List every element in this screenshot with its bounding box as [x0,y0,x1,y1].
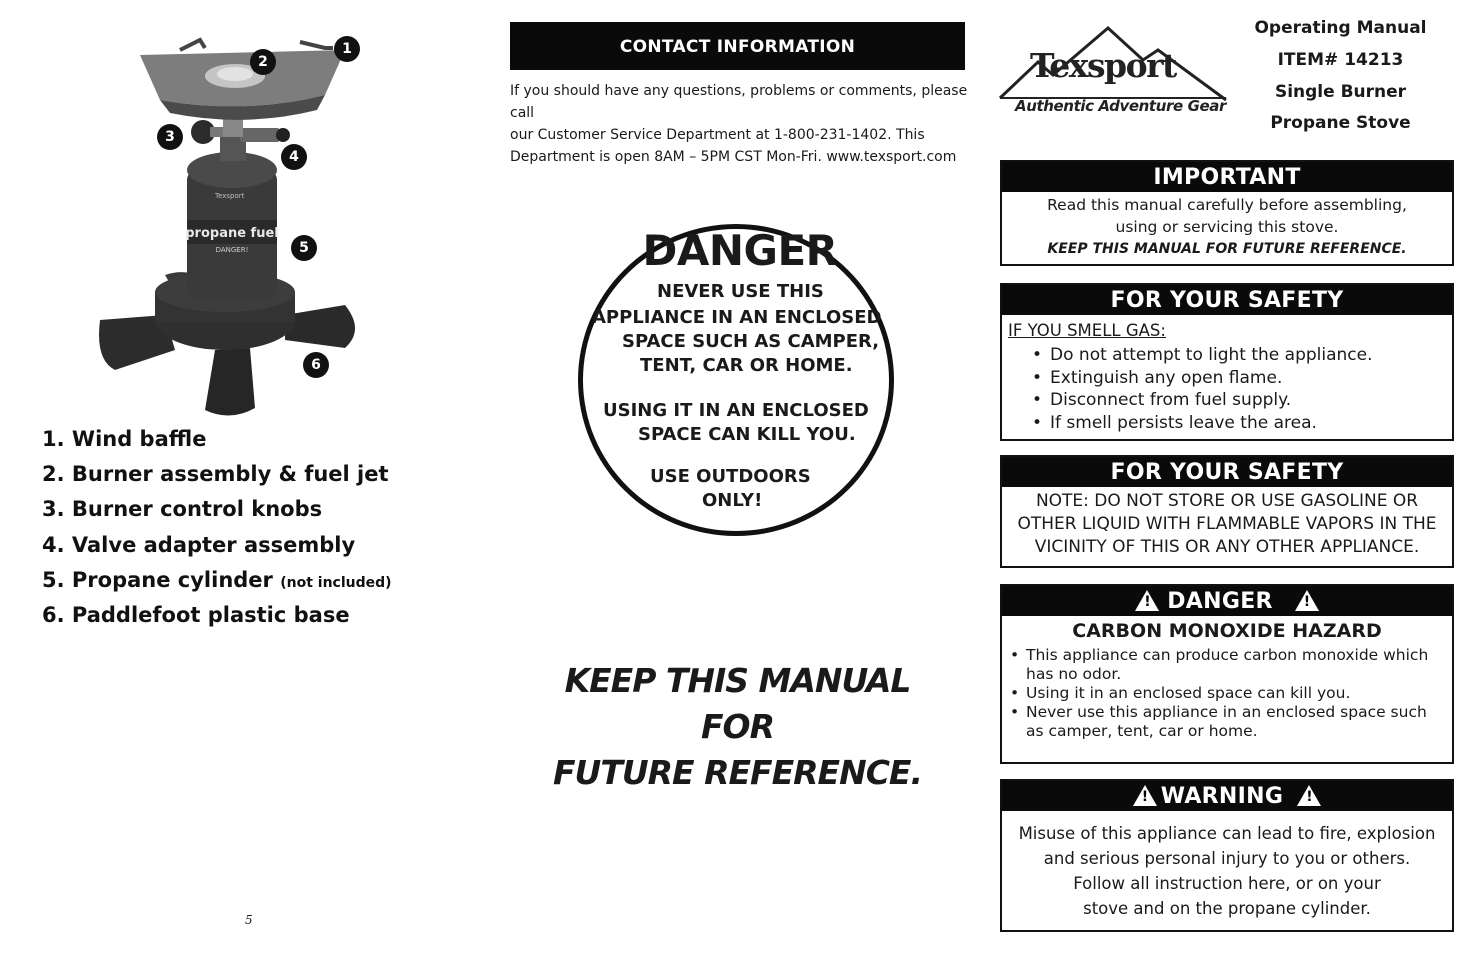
parts-list [42,422,392,633]
safety-item: • Disconnect from fuel supply. [1032,389,1452,412]
part-item: 1. Wind baffle [42,427,207,451]
important-title: IMPORTANT [1002,162,1452,192]
contact-text: If you should have any questions, problems or comments, please call our Customer Service Department at 1-800-231-1402. This Department is open 8AM – 5PM CST Mon-Fri. www.texsport.com [510,83,968,165]
stove-foot-right [285,305,355,348]
callout-6: 6 [303,352,329,378]
carbon-monoxide-box [1000,584,1454,764]
part-item: 5. Propane cylinder (not included) [42,567,392,592]
cylinder-warning: DANGER! [215,246,249,254]
gas-safety-box [1000,283,1454,441]
safety-title: FOR YOUR SAFETY [1002,457,1452,487]
important-emphasis: KEEP THIS MANUAL FOR FUTURE REFERENCE. [1047,241,1407,257]
part-item: 3. Burner control knobs [42,497,323,522]
hazard-item: • Never use this appliance in an enclosed space such as camper, tent, car or home. [1010,703,1446,741]
callout-4: 4 [281,144,307,170]
safety-item: • If smell persists leave the area. [1032,412,1452,435]
manual-title: Operating Manual [1254,18,1427,38]
cylinder-label: propane fuel [185,226,279,241]
part-item: 4. Valve adapter assembly [42,532,356,557]
warning-triangle-icon [1297,785,1321,806]
danger-box-title: DANGER [1167,589,1273,614]
warning-triangle-icon [1135,590,1159,611]
product-type: Propane Stove [1270,113,1411,133]
gasoline-safety-box: FOR YOUR SAFETY NOTE: DO NOT STORE OR USE GASOLINE OR OTHER LIQUID WITH FLAMMABLE VAPORS IN THE VICINITY OF THIS OR ANY OTHER APPLIANCE. [1000,455,1454,568]
danger-line: NEVER USE THIS [657,281,824,302]
warning-box: !WARNING! Misuse of this appliance can lead to fire, explosion and serious personal injury to you or others. Follow all instruction here, or on your stove and on the propane cylinder. [1000,779,1454,932]
important-box: IMPORTANT Read this manual carefully before assembling, using or servicing this stove. KEEP THIS MANUAL FOR FUTURE REFERENCE. [1000,160,1454,266]
safety-title: FOR YOUR SAFETY [1002,285,1452,315]
danger-line: SPACE SUCH AS CAMPER, [622,331,880,352]
hazard-item: • This appliance can produce carbon monoxide which has no odor. [1010,646,1446,684]
part-note: (not included) [280,574,392,591]
warning-title: WARNING [1160,784,1284,809]
keep-manual-notice: KEEP THIS MANUAL FOR FUTURE REFERENCE. [553,661,922,792]
logo-name: Texsport [1030,46,1176,85]
danger-line: SPACE CAN KILL YOU. [638,424,856,445]
contact-header: CONTACT INFORMATION [510,22,965,70]
product-name: Single Burner [1274,82,1407,102]
gas-smell-lead: IF YOU SMELL GAS: [1008,321,1166,340]
callout-5: 5 [291,235,317,261]
callout-3: 3 [157,124,183,150]
safety-item: • Extinguish any open flame. [1032,367,1452,390]
callout-1: 1 [334,36,360,62]
danger-line: TENT, CAR OR HOME. [640,355,853,376]
warning-triangle-icon [1133,785,1157,806]
stove-illustration [95,30,415,420]
hazard-item: • Using it in an enclosed space can kill you. [1010,684,1446,703]
part-item: 6. Paddlefoot plastic base [42,602,350,627]
part-item: 2. Burner assembly & fuel jet [42,462,389,487]
hazard-subtitle: CARBON MONOXIDE HAZARD [1072,620,1382,642]
danger-title: DANGER [642,226,838,275]
cylinder-brand: Texsport [215,192,245,200]
item-number: ITEM# 14213 [1277,50,1404,70]
stove-foot-front [205,348,255,416]
danger-line: USING IT IN AN ENCLOSED [603,400,869,421]
safety-item: • Do not attempt to light the appliance. [1032,344,1452,367]
danger-line: ONLY! [702,490,763,511]
page-number: 5 [245,913,253,927]
danger-line: USE OUTDOORS [650,466,811,487]
logo-tagline: Authentic Adventure Gear [1015,97,1226,115]
warning-triangle-icon [1295,590,1319,611]
callout-2: 2 [250,49,276,75]
danger-line: APPLIANCE IN AN ENCLOSED [592,307,882,328]
